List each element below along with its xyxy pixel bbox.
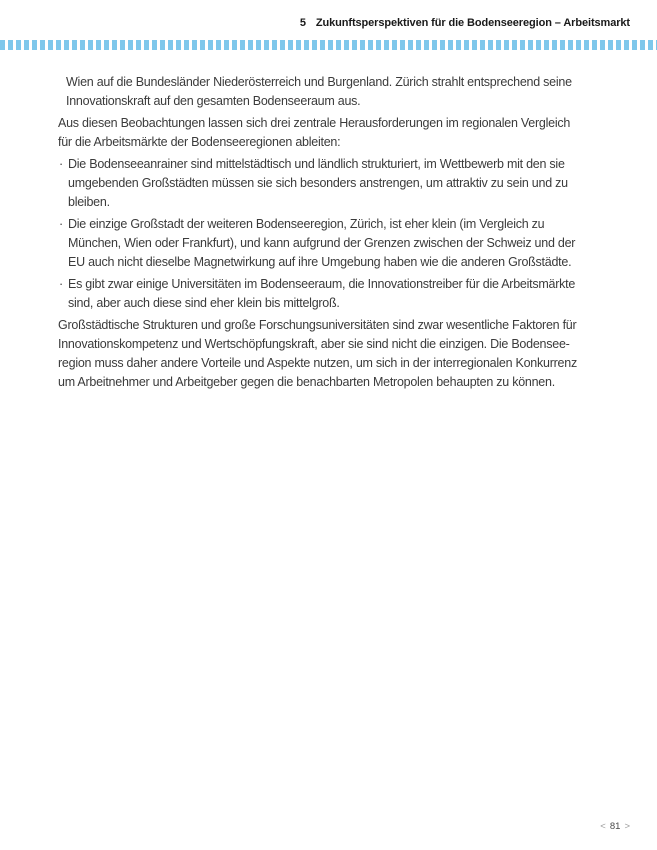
chapter-title: Zukunftsperspektiven für die Bodenseeregion – Arbeitsmarkt: [315, 17, 630, 29]
bullet-marker: ·: [59, 217, 63, 231]
bullet-marker: ·: [59, 277, 63, 291]
paragraph-closing: Großstädtische Strukturen und große Forschungsuniversitäten sind zwar wesentliche Faktoren für Innovationskompetenz und Wertschöpfungskraft, aber sie sind nicht die einzigen. Die Bodensee- region muss daher andere Vorteile und Aspekte nutzen, um sich in der interregionalen Konkurrenz um Arbeitnehmer und Arbeitgeber gegen die benachbarten Metropolen behaupten zu können.: [58, 318, 577, 389]
bullet-item: [58, 215, 618, 272]
paragraph-intro-continued: Wien auf die Bundesländer Niederösterreich und Burgenland. Zürich strahlt entsprechend seine Innovationskraft auf den gesamten Bodenseeraum aus.: [66, 75, 572, 108]
bullet-text: Die einzige Großstadt der weiteren Bodenseeregion, Zürich, ist eher klein (im Vergleich zu München, Wien oder Frankfurt), und kann aufgrund der Grenzen zwischen der Schweiz und der EU auch nicht dieselbe Magnetwirkung auf ihre Umgebung haben wie die anderen Großstädte.: [68, 217, 576, 269]
page-number-indicator: [600, 821, 630, 832]
running-header: [300, 17, 630, 29]
bullet-text: Die Bodenseeanrainer sind mittelstädtisch und ländlich strukturiert, im Wettbewerb mit den sie umgebenden Großstädten müssen sie sich besonders anstrengen, um attraktiv zu sein und zu bleiben.: [68, 157, 568, 209]
bullet-item: [58, 275, 618, 313]
bullet-marker: ·: [59, 157, 63, 171]
page-number-bracket-left: <: [600, 821, 606, 832]
page-number: 81: [609, 821, 621, 832]
paragraph-lead: Aus diesen Beobachtungen lassen sich drei zentrale Herausforderungen im regionalen Vergleich für die Arbeitsmärkte der Bodenseeregionen ableiten:: [58, 116, 571, 149]
body-text-column: [58, 73, 618, 395]
bullet-item: [58, 155, 618, 212]
bullet-text: Es gibt zwar einige Universitäten im Bodenseeraum, die Innovationstreiber für die Arbeitsmärkte sind, aber auch diese sind eher klein bis mittelgroß.: [68, 277, 576, 310]
page-number-bracket-right: >: [624, 821, 630, 832]
chapter-number: 5: [299, 17, 306, 29]
dashed-divider-band: [0, 40, 657, 50]
